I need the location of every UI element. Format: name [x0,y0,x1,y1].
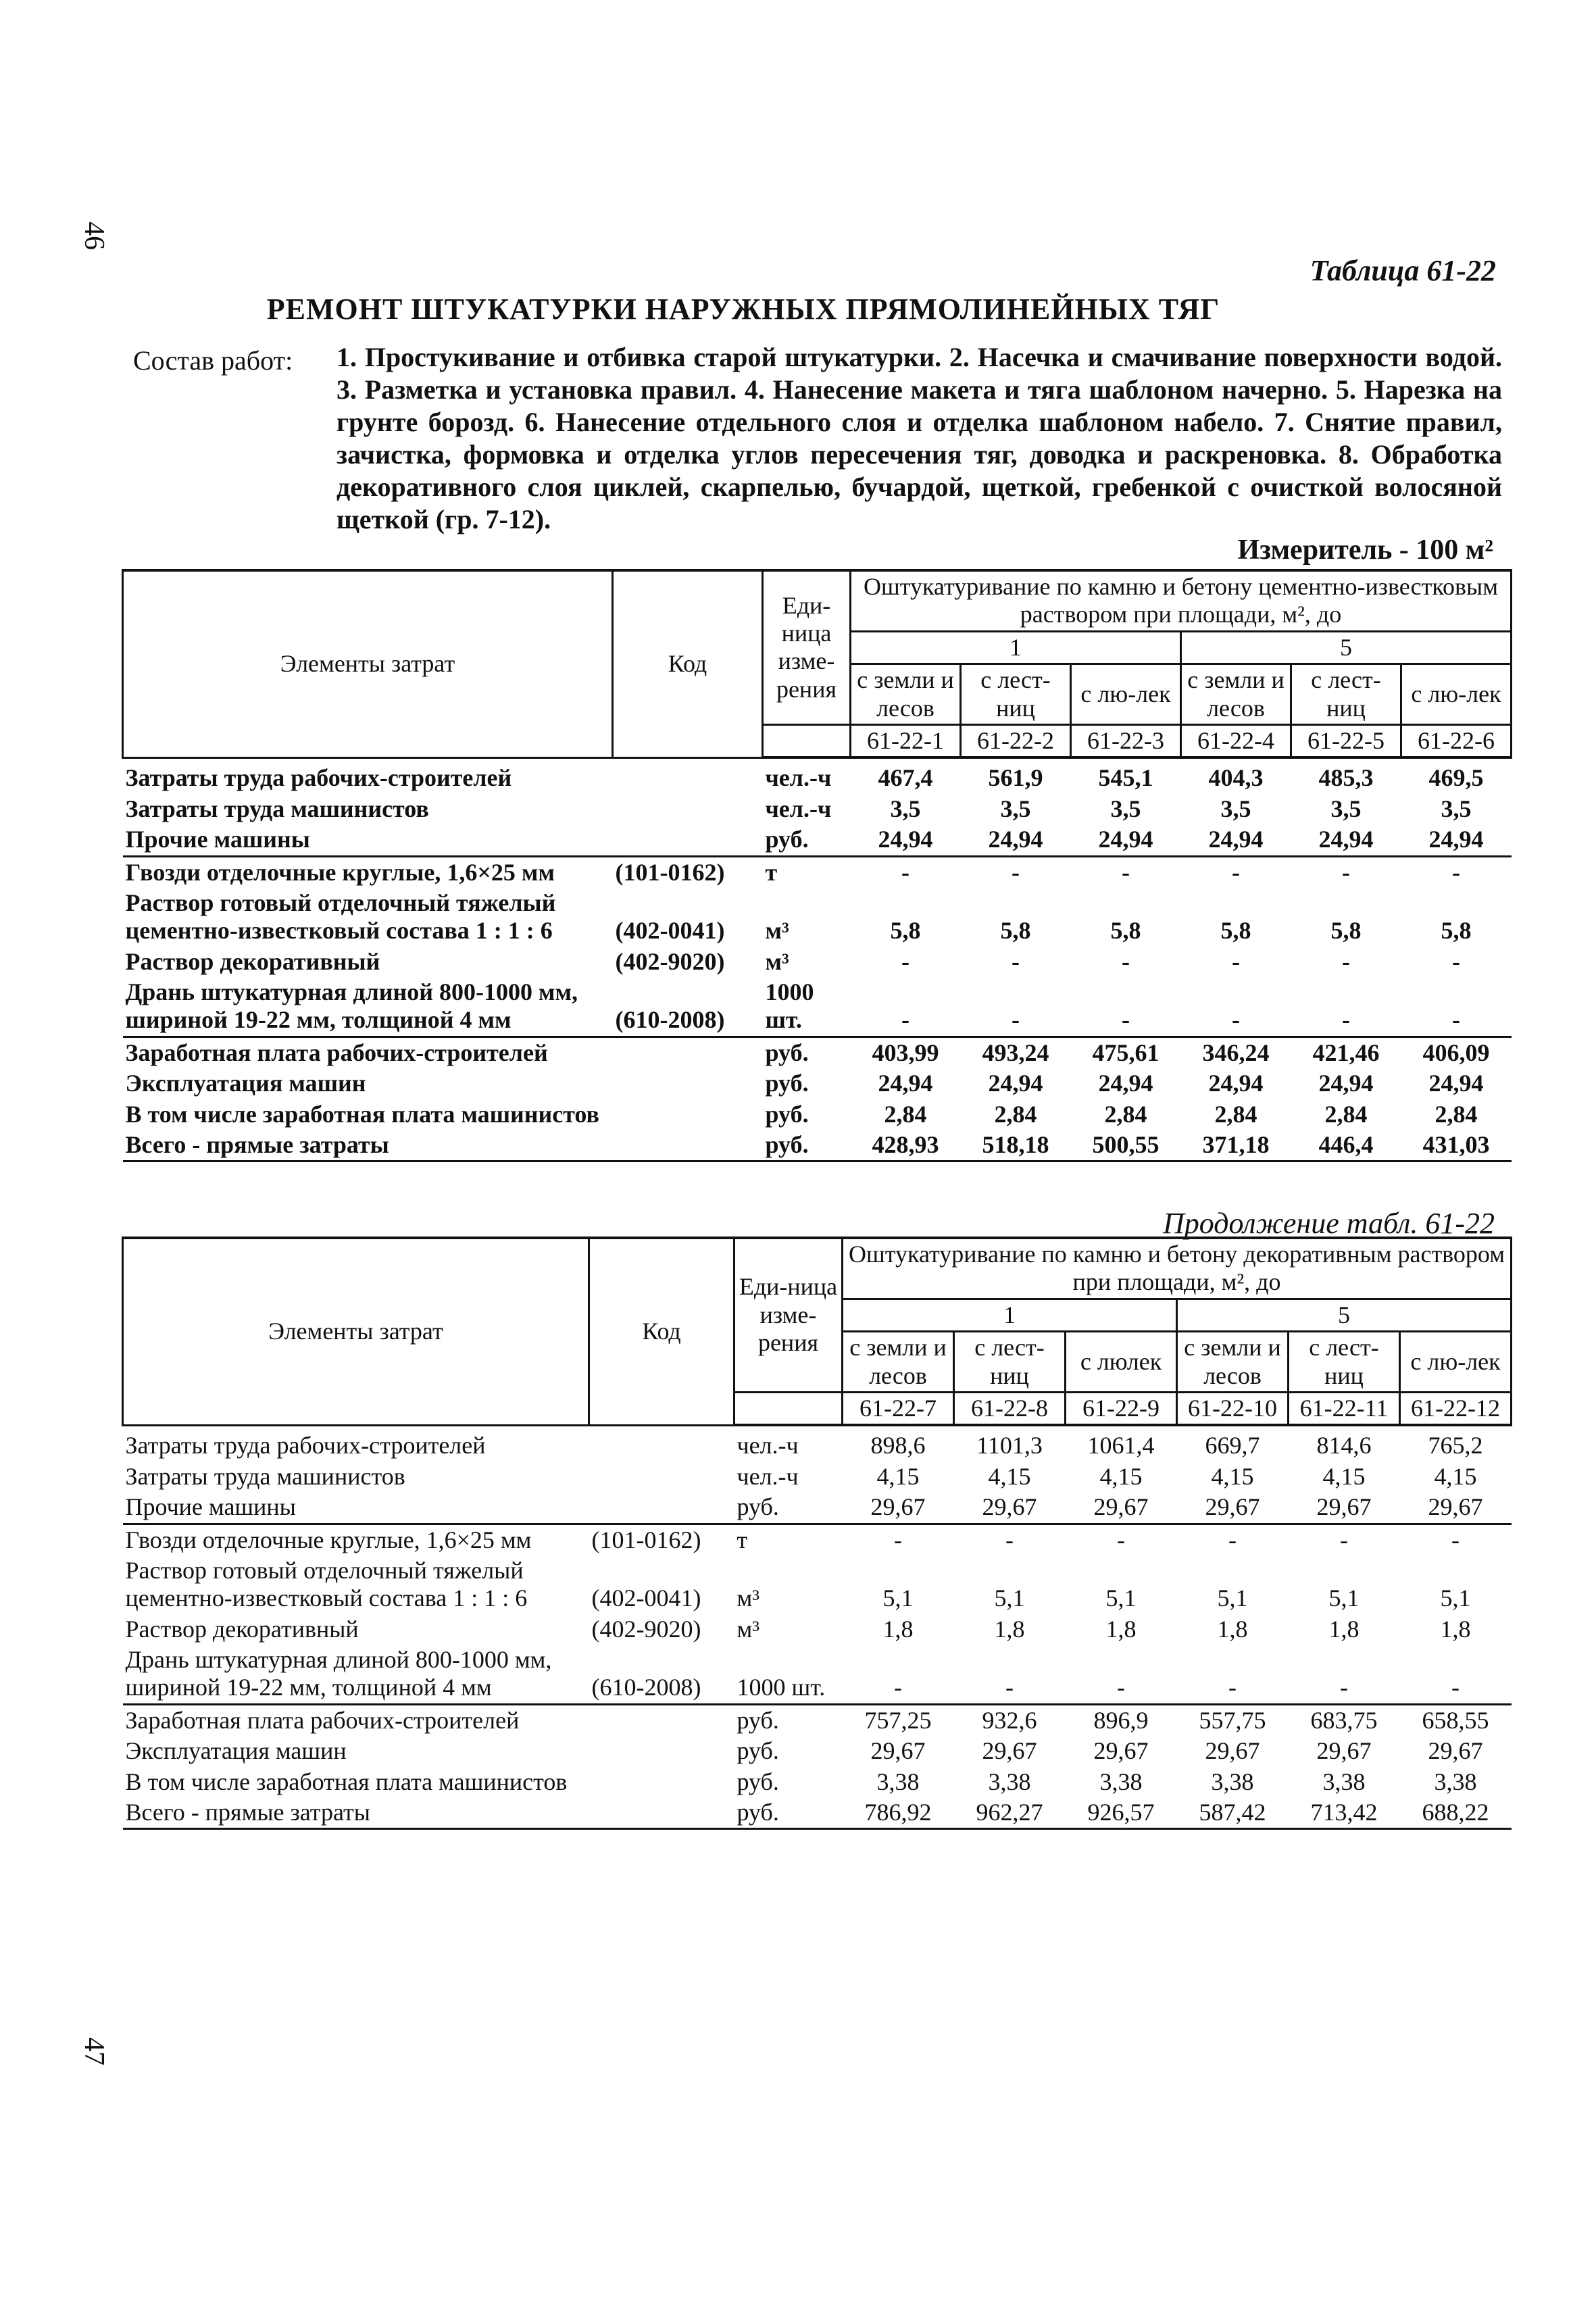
value-cell: 431,03 [1401,1130,1512,1162]
value-cell: 485,3 [1318,764,1374,792]
table-row [123,888,1512,947]
value-cell: 24,94 [1291,824,1401,856]
value-cell: 5,1 [1217,1584,1248,1612]
cost-table-1 [122,569,1512,1162]
composition-text: 1. Простукивание и отбивка старой штукатурки. 2. Насечка и смачивание поверхности водой. 3. Разметка и установка правил. 4. Нанесение макета и тяга шаблоном начерно. 5. Нарезка на грунте борозд. 6. Нанесение отдельного слоя и отделка шаблоном набело. 7. Снятие правил, зачистка, формовка и отделка углов пересечения тяг, доводка и раскреновка. 8. Обработка декоративного слоя циклей, скарпелью, бучардой, щеткой, гребенкой с очисткой волосяной щеткой (гр. 7-12). [336,342,1502,534]
value-cell: 3,5 [1000,795,1031,822]
value-cell: 2,84 [1324,1100,1368,1128]
value-cell: - [1342,858,1350,886]
table-row [123,1036,1512,1068]
header-elements: Элементы затрат [123,1238,589,1425]
cost-element-name: Дрань штукатурная длиной 800-1000 мм, шириной 19-22 мм, толщиной 4 мм [123,1645,589,1704]
value-cell: 1101,3 [976,1432,1043,1459]
table-row [123,1614,1512,1645]
unit-cell: руб. [765,1070,809,1097]
table-row [123,1524,1512,1555]
value-cell: - [901,947,909,975]
table-row [123,757,1512,793]
cost-element-name: Заработная плата рабочих-строителей [125,1706,520,1734]
value-cell: - [1117,1526,1125,1553]
cost-element-name: Эксплуатация машин [125,1070,366,1097]
value-cell: 3,5 [1441,795,1472,822]
unit-cell: м³ [765,947,789,975]
header-unit: Еди-ница изме-рения [734,1238,843,1392]
header-norm-code: 61-22-2 [961,724,1071,757]
value-cell: - [1181,977,1291,1036]
resource-code [589,1462,734,1492]
resource-code: (402-9020) [615,947,725,975]
measure-unit: Измеритель - 100 м² [1237,534,1493,566]
table-row [123,1736,1512,1766]
value-cell: 24,94 [988,1070,1043,1097]
value-cell: 757,25 [864,1706,932,1734]
value-cell: 3,38 [1211,1768,1254,1795]
header-norm-code: 61-22-7 [843,1392,954,1425]
value-cell: 932,6 [982,1706,1037,1734]
value-cell: 1,8 [994,1615,1025,1643]
resource-code: (402-9020) [591,1615,701,1643]
table-row [123,794,1512,824]
header-sub: с земли и лесов [851,664,961,725]
value-cell: 5,8 [890,917,921,945]
table-row [123,977,1512,1036]
page-title: РЕМОНТ ШТУКАТУРКИ НАРУЖНЫХ ПРЯМОЛИНЕЙНЫХ ТЯГ [266,293,1220,326]
value-cell: - [1340,1526,1348,1553]
cost-element-name: Всего - прямые затраты [123,1130,613,1162]
header-code: Код [589,1238,734,1425]
value-cell: - [1452,947,1460,975]
value-cell: - [1232,947,1240,975]
value-cell: 24,94 [878,1070,933,1097]
header-sub: с лест-ниц [961,664,1071,725]
table-row [123,1068,1512,1099]
value-cell: 3,5 [1220,795,1251,822]
value-cell: 467,4 [878,764,933,792]
value-cell: 5,1 [1328,1584,1360,1612]
value-cell: - [851,977,961,1036]
unit-cell: м³ [737,1615,760,1643]
cost-element-name: Гвозди отделочные круглые, 1,6×25 мм [125,858,555,886]
resource-code: (101-0162) [615,858,725,886]
header-area-5: 5 [1177,1299,1512,1331]
table-row [123,1645,1512,1704]
resource-code [589,1704,734,1736]
value-cell: 29,67 [1289,1492,1400,1524]
header-norm-code: 61-22-10 [1177,1392,1289,1425]
header-norm-code: 61-22-1 [851,724,961,757]
unit-cell: чел.-ч [737,1462,799,1490]
resource-code [589,1736,734,1766]
value-cell: - [1122,947,1130,975]
value-cell: 24,94 [961,824,1071,856]
value-cell: 5,1 [882,1584,914,1612]
value-cell: 962,27 [954,1797,1066,1829]
value-cell: 669,7 [1205,1432,1260,1459]
value-cell: 421,46 [1312,1039,1380,1066]
cost-element-name: Прочие машины [123,824,613,856]
value-cell: - [1228,1526,1237,1553]
cost-element-name: Прочие машины [123,1492,589,1524]
value-cell: 557,75 [1199,1706,1266,1734]
value-cell: 24,94 [1098,1070,1153,1097]
header-norm-code: 61-22-12 [1400,1392,1512,1425]
value-cell: 3,38 [1099,1768,1143,1795]
value-cell: 29,67 [1177,1492,1289,1524]
value-cell: - [1071,977,1181,1036]
resource-code [613,757,763,793]
page-number-top: 46 [78,222,109,250]
cost-element-name: Раствор готовый отделочный тяжелый цементно-известковый состава 1 : 1 : 6 [125,889,556,945]
value-cell: 561,9 [988,764,1043,792]
cost-element-name: В том числе заработная плата машинистов [125,1100,599,1128]
resource-code [613,1036,763,1068]
value-cell: 4,15 [1211,1462,1254,1490]
header-unit-tail [763,724,851,757]
header-norm-code: 61-22-3 [1071,724,1181,757]
value-cell: 587,42 [1177,1797,1289,1829]
header-area-1: 1 [851,631,1181,664]
value-cell: 688,22 [1400,1797,1512,1829]
value-cell: 29,67 [1066,1492,1177,1524]
resource-code: (610-2008) [589,1645,734,1704]
value-cell: 5,8 [1330,917,1362,945]
value-cell: 658,55 [1422,1706,1489,1734]
cost-element-name: Затраты труда машинистов [125,795,429,822]
resource-code: (402-0041) [615,917,725,945]
value-cell: 518,18 [961,1130,1071,1162]
header-area-1: 1 [843,1299,1177,1331]
table-label: Таблица 61-22 [1310,254,1496,287]
value-cell: 29,67 [1428,1737,1483,1765]
cost-element-name: Затраты труда рабочих-строителей [125,764,512,792]
header-sub: с лест-ниц [1289,1332,1400,1393]
value-cell: 24,94 [1181,824,1291,856]
value-cell: 29,67 [843,1492,954,1524]
value-cell: - [1066,1645,1177,1704]
value-cell: - [894,1526,902,1553]
value-cell: - [1005,1526,1014,1553]
table-row [123,947,1512,977]
value-cell: 475,61 [1092,1039,1159,1066]
value-cell: 29,67 [954,1492,1066,1524]
value-cell: 493,24 [982,1039,1049,1066]
value-cell: 3,5 [890,795,921,822]
header-group: Оштукатуривание по камню и бетону цементно-известковым раствором при площади, м², до [851,570,1512,631]
value-cell: 5,8 [1000,917,1031,945]
cost-element-name: Затраты труда рабочих-строителей [125,1432,486,1459]
cost-element-name: Затраты труда машинистов [125,1462,405,1490]
value-cell: 2,84 [1104,1100,1147,1128]
value-cell: 24,94 [1428,1070,1484,1097]
header-sub: с земли и лесов [1181,664,1291,725]
value-cell: - [1401,977,1512,1036]
header-sub: с лест-ниц [1291,664,1401,725]
unit-cell: чел.-ч [765,764,832,792]
value-cell: - [1452,858,1460,886]
value-cell: - [1122,858,1130,886]
value-cell: 29,67 [1205,1737,1260,1765]
value-cell: 4,15 [1322,1462,1366,1490]
cost-element-name: Эксплуатация машин [125,1737,347,1765]
value-cell: 3,38 [988,1768,1031,1795]
value-cell: 683,75 [1310,1706,1378,1734]
unit-cell: т [737,1526,748,1553]
value-cell: 371,18 [1181,1130,1291,1162]
value-cell: - [961,977,1071,1036]
cost-element-name: Раствор декоративный [125,947,380,975]
value-cell: - [843,1645,954,1704]
value-cell: 898,6 [870,1432,926,1459]
value-cell: 24,94 [1401,824,1512,856]
value-cell: 24,94 [1071,824,1181,856]
value-cell: 926,57 [1066,1797,1177,1829]
value-cell: 3,38 [876,1768,920,1795]
unit-cell: чел.-ч [737,1432,799,1459]
header-sub: с лест-ниц [954,1332,1066,1393]
value-cell: 469,5 [1428,764,1484,792]
value-cell: 1,8 [1217,1615,1248,1643]
value-cell: 765,2 [1428,1432,1483,1459]
unit-cell: руб. [737,1768,779,1795]
value-cell: 4,15 [876,1462,920,1490]
value-cell: 3,38 [1322,1768,1366,1795]
header-sub: с земли и лесов [843,1332,954,1393]
table-row [123,1130,1512,1162]
value-cell: 1,8 [1105,1615,1137,1643]
resource-code [613,794,763,824]
value-cell: 4,15 [1434,1462,1477,1490]
value-cell: 24,94 [1208,1070,1264,1097]
table-row [123,1555,1512,1614]
header-elements: Элементы затрат [123,570,613,757]
header-sub: с лю-лек [1401,664,1512,725]
resource-code [589,1767,734,1797]
table-row [123,1425,1512,1461]
header-sub: с люлек [1066,1332,1177,1393]
value-cell: 2,84 [884,1100,927,1128]
value-cell: 29,67 [982,1737,1037,1765]
value-cell: 814,6 [1316,1432,1372,1459]
unit-cell: руб. [763,824,851,856]
resource-code: (610-2008) [613,977,763,1036]
value-cell: 406,09 [1422,1039,1490,1066]
cost-element-name: В том числе заработная плата машинистов [125,1768,568,1795]
value-cell: 713,42 [1289,1797,1400,1829]
value-cell: 4,15 [988,1462,1031,1490]
value-cell: 1061,4 [1087,1432,1155,1459]
table-row [123,1704,1512,1736]
header-unit: Еди-ница изме-рения [763,570,851,724]
header-code: Код [613,570,763,757]
header-area-5: 5 [1181,631,1512,664]
value-cell: 2,84 [994,1100,1037,1128]
value-cell: 24,94 [1318,1070,1374,1097]
value-cell: - [1451,1526,1460,1553]
header-norm-code: 61-22-4 [1181,724,1291,757]
value-cell: 5,8 [1110,917,1141,945]
value-cell: 5,1 [1440,1584,1471,1612]
value-cell: - [1012,858,1020,886]
unit-cell: руб. [765,1100,809,1128]
value-cell: 29,67 [870,1737,926,1765]
table-row [123,1462,1512,1492]
page-number-bottom: 47 [78,2037,109,2066]
unit-cell: м³ [765,917,789,945]
value-cell: 5,1 [994,1584,1025,1612]
table-row [123,824,1512,856]
header-sub: с лю-лек [1400,1332,1512,1393]
value-cell: 1,8 [1440,1615,1471,1643]
header-norm-code: 61-22-8 [954,1392,1066,1425]
header-sub: с земли и лесов [1177,1332,1289,1393]
unit-cell: руб. [765,1039,809,1066]
unit-cell: руб. [734,1492,843,1524]
unit-cell: руб. [737,1737,779,1765]
value-cell: 5,8 [1441,917,1472,945]
value-cell: - [1177,1645,1289,1704]
value-cell: 786,92 [843,1797,954,1829]
header-sub: с лю-лек [1071,664,1181,725]
value-cell: 2,84 [1214,1100,1257,1128]
cost-element-name: Раствор декоративный [125,1615,359,1643]
value-cell: 403,99 [872,1039,939,1066]
value-cell: 404,3 [1208,764,1264,792]
value-cell: 5,8 [1220,917,1251,945]
table-row [123,1767,1512,1797]
cost-table-2 [122,1237,1512,1830]
table-row [123,856,1512,888]
table-row [123,1099,1512,1130]
table-row [123,1797,1512,1829]
unit-cell: чел.-ч [765,795,832,822]
resource-code [613,1068,763,1099]
value-cell: 446,4 [1291,1130,1401,1162]
cost-element-name: Заработная плата рабочих-строителей [125,1039,548,1066]
unit-cell: руб. [734,1797,843,1829]
table-row [123,1492,1512,1524]
header-norm-code: 61-22-9 [1066,1392,1177,1425]
value-cell: 896,9 [1093,1706,1149,1734]
value-cell: 545,1 [1098,764,1153,792]
value-cell: - [1289,1645,1400,1704]
value-cell: - [1232,858,1240,886]
value-cell: 1,8 [882,1615,914,1643]
value-cell: 24,94 [851,824,961,856]
value-cell: 5,1 [1105,1584,1137,1612]
value-cell: - [954,1645,1066,1704]
unit-cell: 1000 шт. [734,1645,843,1704]
cost-element-name: Дрань штукатурная длиной 800-1000 мм, шириной 19-22 мм, толщиной 4 мм [123,977,613,1036]
cost-element-name: Всего - прямые затраты [123,1797,589,1829]
value-cell: 1,8 [1328,1615,1360,1643]
value-cell: 500,55 [1071,1130,1181,1162]
header-group: Оштукатуривание по камню и бетону декоративным раствором при площади, м², до [843,1238,1512,1299]
resource-code [613,824,763,856]
value-cell: 3,38 [1434,1768,1477,1795]
resource-code: (101-0162) [591,1526,701,1553]
value-cell: 346,24 [1202,1039,1270,1066]
continuation-label: Продолжение табл. 61-22 [1163,1207,1495,1240]
value-cell: 3,5 [1110,795,1141,822]
value-cell: - [1342,947,1350,975]
value-cell: - [1291,977,1401,1036]
value-cell: 29,67 [1400,1492,1512,1524]
unit-cell: руб. [737,1706,779,1734]
value-cell: - [901,858,909,886]
header-norm-code: 61-22-11 [1289,1392,1400,1425]
cost-element-name: Раствор готовый отделочный тяжелый цементно-известковый состава 1 : 1 : 6 [125,1556,528,1612]
unit-cell: 1000 шт. [763,977,851,1036]
unit-cell: т [765,858,778,886]
value-cell: 29,67 [1316,1737,1372,1765]
header-norm-code: 61-22-6 [1401,724,1512,757]
unit-cell: руб. [763,1130,851,1162]
resource-code: (402-0041) [591,1584,701,1612]
resource-code [589,1425,734,1461]
cost-element-name: Гвозди отделочные круглые, 1,6×25 мм [125,1526,532,1553]
composition-label: Состав работ: [133,345,293,376]
unit-cell: м³ [737,1584,760,1612]
value-cell: 4,15 [1099,1462,1143,1490]
resource-code [589,1797,734,1829]
value-cell: 428,93 [851,1130,961,1162]
value-cell: 2,84 [1435,1100,1478,1128]
value-cell: - [1012,947,1020,975]
resource-code [613,1130,763,1162]
header-unit-tail [734,1392,843,1425]
value-cell: 29,67 [1093,1737,1149,1765]
resource-code [613,1099,763,1130]
resource-code [589,1492,734,1524]
value-cell: 3,5 [1330,795,1362,822]
header-norm-code: 61-22-5 [1291,724,1401,757]
value-cell: - [1400,1645,1512,1704]
